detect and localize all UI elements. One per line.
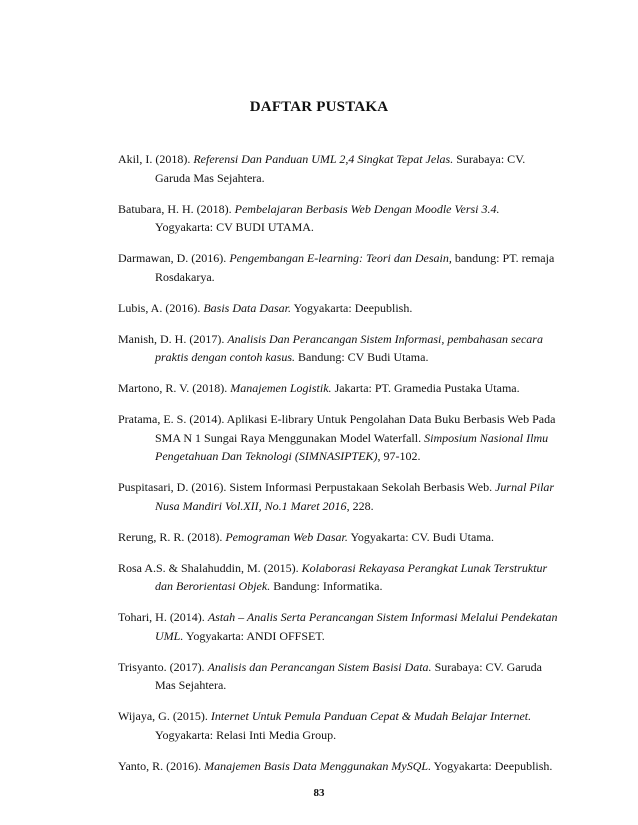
- reference-entry: [118, 478, 558, 515]
- reference-publisher: Surabaya: CV. Garuda Mas Sejahtera.: [155, 659, 542, 692]
- reference-text: Lubis, A. (2016).: [118, 300, 204, 315]
- page-number: 83: [313, 787, 325, 799]
- reference-title: Basis Data Dasar.: [203, 300, 292, 315]
- reference-title: Internet Untuk Pemula Panduan Cepat & Mudah Belajar Internet.: [210, 709, 532, 723]
- reference-text: Darmawan, D. (2016).: [118, 251, 230, 265]
- reference-title: Pembelajaran Berbasis Web Dengan Moodle Versi 3.4.: [234, 201, 500, 216]
- reference-publisher: Surabaya: CV. Garuda Mas Sejahtera.: [155, 152, 526, 185]
- reference-publisher: , 228.: [346, 498, 374, 513]
- reference-entry: [118, 150, 558, 187]
- reference-text: Akil, I. (2018).: [118, 152, 194, 166]
- reference-entry: [118, 200, 558, 237]
- reference-entry: [118, 299, 558, 318]
- reference-title: Referensi Dan Panduan UML 2,4 Singkat Tepat Jelas.: [193, 152, 454, 166]
- page-title: DAFTAR PUSTAKA: [249, 99, 389, 115]
- reference-list: [118, 150, 558, 788]
- reference-publisher: Yogyakarta: Deepublish.: [431, 758, 553, 773]
- reference-entry: [118, 528, 558, 547]
- reference-title: Manajemen Basis Data Menggunakan MySQL.: [204, 758, 432, 773]
- reference-publisher: Yogyakarta: CV BUDI UTAMA.: [155, 220, 314, 234]
- reference-entry: [118, 559, 558, 596]
- reference-entry: [118, 249, 558, 286]
- reference-entry: [118, 330, 558, 367]
- reference-text: Martono, R. V. (2018).: [118, 381, 231, 395]
- reference-text: Batubara, H. H. (2018).: [118, 201, 235, 216]
- reference-text: Manish, D. H. (2017).: [118, 331, 228, 346]
- reference-entry: [118, 379, 558, 398]
- reference-title: Kolaborasi Rekayasa Perangkat Lunak Terstruktur dan Berorientasi Objek.: [155, 560, 548, 593]
- reference-publisher: Yogyakarta: ANDI OFFSET.: [183, 628, 325, 643]
- reference-title: Jurnal Pilar Nusa Mandiri Vol.XII, No.1 Maret 2016: [155, 480, 555, 513]
- reference-text: Rerung, R. R. (2018).: [118, 529, 226, 544]
- reference-publisher: Yogyakarta: CV. Budi Utama.: [347, 529, 494, 544]
- reference-entry: [118, 410, 558, 466]
- reference-title: Astah – Analis Serta Perancangan Sistem Informasi Melalui Pendekatan UML.: [155, 610, 558, 643]
- reference-publisher: Jakarta: PT. Gramedia Pustaka Utama.: [331, 381, 520, 395]
- reference-title: Manajemen Logistik.: [230, 381, 332, 395]
- reference-text: Yanto, R. (2016).: [118, 758, 205, 773]
- reference-publisher: Yogyakarta: Relasi Inti Media Group.: [155, 727, 337, 742]
- reference-title: Analisis dan Perancangan Sistem Basisi Data.: [207, 659, 432, 674]
- reference-text: Trisyanto. (2017).: [118, 659, 208, 674]
- reference-entry: [118, 658, 558, 695]
- reference-text: Tohari, H. (2014).: [118, 610, 208, 624]
- reference-entry: [118, 608, 558, 645]
- reference-title: Simposium Nasional Ilmu Pengetahuan Dan Teknologi (SIMNASIPTEK): [155, 430, 549, 463]
- reference-entry: [118, 757, 558, 776]
- reference-entry: [118, 707, 558, 744]
- reference-publisher: Bandung: Informatika.: [270, 579, 383, 593]
- reference-title: Pemograman Web Dasar.: [225, 529, 348, 544]
- reference-text: Wijaya, G. (2015).: [118, 709, 211, 723]
- reference-publisher: Bandung: CV Budi Utama.: [295, 350, 429, 364]
- reference-title: Pengembangan E-learning: Teori dan Desain,: [229, 251, 452, 265]
- reference-title: Analisis Dan Perancangan Sistem Informasi, pembahasan secara praktis dengan contoh kasus.: [155, 331, 543, 364]
- reference-publisher: , 97-102.: [377, 449, 421, 463]
- reference-text: Pratama, E. S. (2014). Aplikasi E-library Untuk Pengolahan Data Buku Berbasis Web Pada SMA N 1 Sungai Raya Menggunakan Model Waterfall.: [118, 412, 556, 445]
- reference-text: Puspitasari, D. (2016). Sistem Informasi Perpustakaan Sekolah Berbasis Web.: [118, 480, 496, 494]
- reference-publisher: bandung: PT. remaja Rosdakarya.: [155, 251, 555, 284]
- reference-publisher: Yogyakarta: Deepublish.: [291, 300, 413, 315]
- reference-text: Rosa A.S. & Shalahuddin, M. (2015).: [118, 560, 302, 575]
